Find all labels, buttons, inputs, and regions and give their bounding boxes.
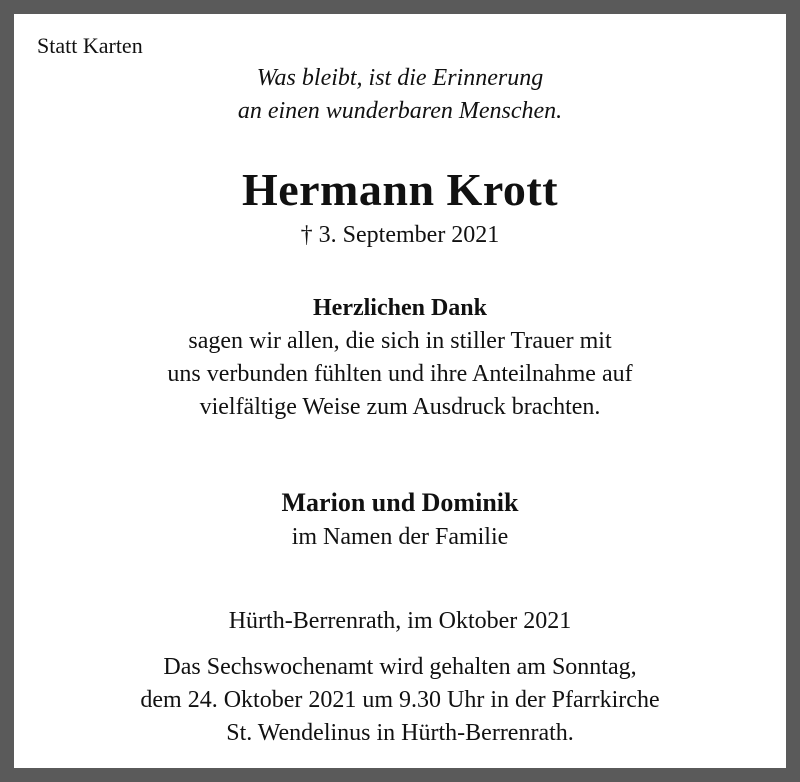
service-line: Das Sechswochenamt wird gehalten am Sonntag, — [163, 654, 637, 680]
thanks-line: sagen wir allen, die sich in stiller Trauer mit — [188, 328, 612, 354]
service-line: St. Wendelinus in Hürth-Berrenrath. — [226, 720, 574, 746]
thanks-line: vielfältige Weise zum Ausdruck brachten. — [199, 394, 601, 420]
place-date: Hürth-Berrenrath, im Oktober 2021 — [228, 608, 572, 634]
memorial-quote — [14, 62, 786, 128]
signers-subtitle: im Namen der Familie — [291, 524, 509, 550]
quote-line: an einen wunderbaren Menschen. — [237, 98, 563, 124]
thanks-line: uns verbunden fühlten und ihre Anteilnahme auf — [167, 361, 633, 387]
signers: Marion und Dominik — [281, 488, 519, 517]
deceased-name: Hermann Krott — [241, 164, 559, 215]
service-line: dem 24. Oktober 2021 um 9.30 Uhr in der Pfarrkirche — [140, 687, 660, 713]
service-info — [14, 651, 786, 750]
death-date: † 3. September 2021 — [300, 222, 500, 248]
header-label: Statt Karten — [37, 33, 143, 58]
thanks-title: Herzlichen Dank — [313, 295, 487, 321]
thanks-text — [14, 325, 786, 424]
quote-line: Was bleibt, ist die Erinnerung — [256, 65, 544, 91]
